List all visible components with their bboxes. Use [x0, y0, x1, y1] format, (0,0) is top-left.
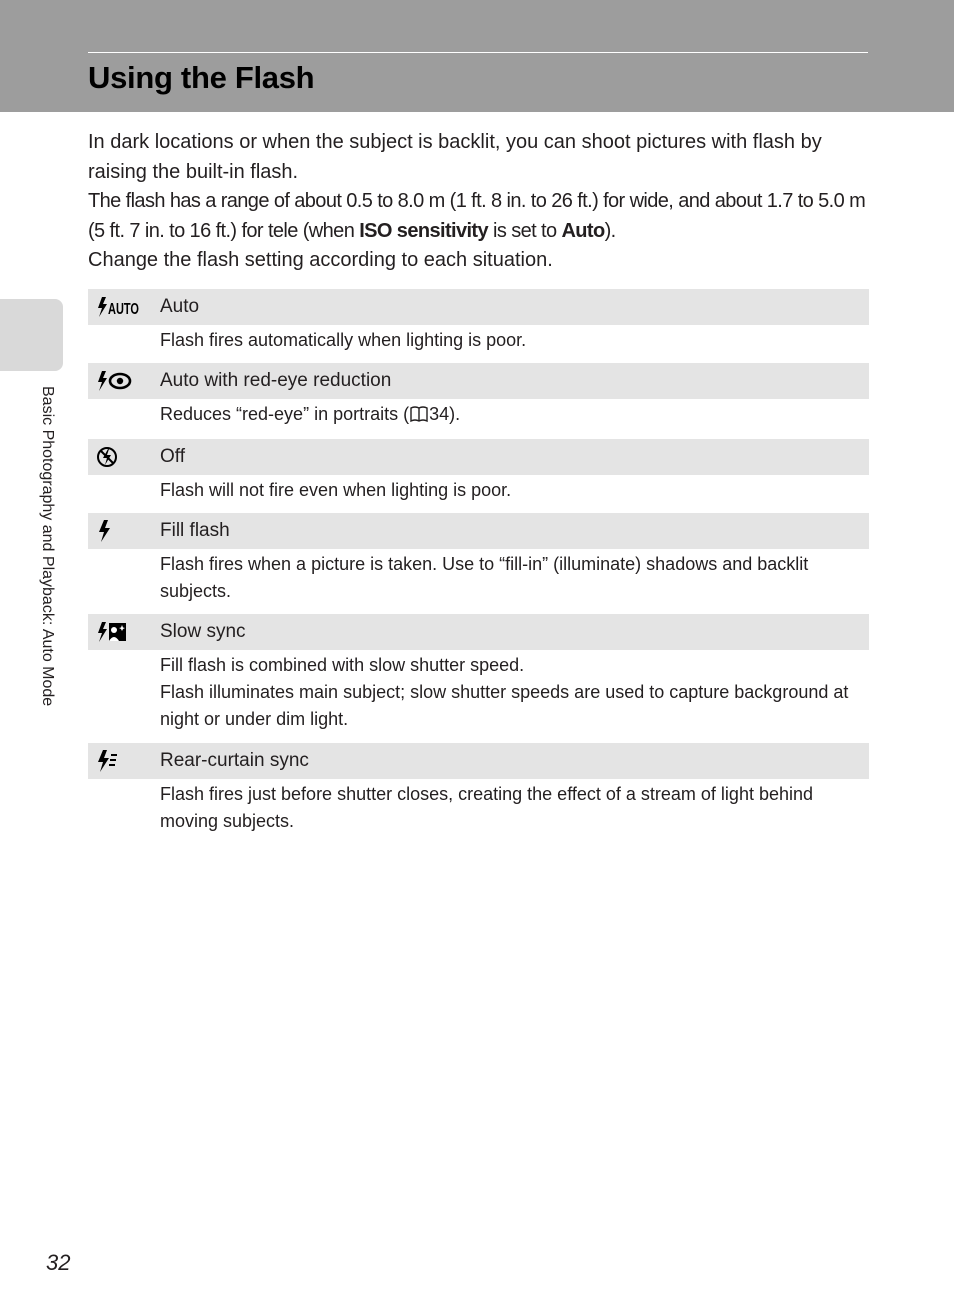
flash-mode-description [88, 475, 869, 513]
flash-mode-name: Auto with red-eye reduction [160, 370, 392, 391]
header-rule [88, 52, 868, 53]
flash-mode-description [88, 325, 869, 363]
reference-page-number[interactable]: 34 [429, 404, 450, 424]
flash-mode-header [88, 363, 869, 399]
chapter-title: Basic Photography and Playback: Auto Mode [39, 386, 56, 707]
intro-range-text: The flash has a range of about 0.5 to 8.0 m (1 ft. 8 in. to 26 ft.) for wide, and about 1.7 to 5.0 m (5 ft. 7 in. to 16 ft.) for tele (when [88, 190, 866, 242]
auto-term: Auto [561, 219, 605, 242]
slow-sync-icon [96, 619, 146, 645]
flash-auto-icon [96, 294, 146, 320]
flash-mode-name: Auto [160, 296, 200, 317]
intro-end-text: ). [604, 219, 616, 242]
description-line: Flash fires just before shutter closes, creating the effect of a stream of light behind moving subjects. [160, 784, 814, 831]
intro-text [88, 128, 878, 276]
intro-connector-text: is set to [488, 219, 562, 242]
flash-auto-icon-label: AUTO [108, 301, 139, 318]
rear-curtain-sync-icon [96, 748, 146, 774]
description-text: Reduces “red-eye” in portraits ( [160, 404, 410, 424]
description-line: Flash fires automatically when lighting is poor. [160, 330, 527, 350]
reference-book-icon [410, 403, 428, 430]
flash-mode-header [88, 743, 869, 779]
flash-mode-description [88, 549, 869, 614]
flash-mode-header [88, 614, 869, 650]
flash-mode-header [88, 513, 869, 549]
description-line: Fill flash is combined with slow shutter speed. [160, 655, 525, 675]
intro-paragraph-2 [88, 187, 878, 246]
flash-mode-header [88, 289, 869, 325]
description-line [160, 401, 861, 430]
description-line: Flash will not fire even when lighting is poor. [160, 480, 512, 500]
flash-mode-table [88, 289, 869, 844]
page-header [0, 0, 954, 112]
flash-red-eye-icon [96, 368, 146, 394]
iso-sensitivity-term: ISO sensitivity [359, 219, 489, 242]
intro-paragraph-1: In dark locations or when the subject is backlit, you can shoot pictures with flash by raising the built-in flash. [88, 131, 822, 183]
intro-paragraph-3: Change the flash setting according to each situation. [88, 249, 553, 271]
flash-mode-name: Off [160, 446, 185, 467]
description-line: Flash illuminates main subject; slow shutter speeds are used to capture background at night or under dim light. [160, 682, 849, 729]
fill-flash-icon [96, 518, 146, 544]
flash-mode-name: Fill flash [160, 520, 230, 541]
description-text-end: ). [449, 404, 461, 424]
flash-mode-description [88, 650, 869, 743]
flash-mode-name: Rear-curtain sync [160, 750, 309, 771]
description-line: Flash fires when a picture is taken. Use to “fill-in” (illuminate) shadows and backlit subjects. [160, 554, 809, 601]
flash-off-icon [96, 444, 146, 470]
page-number: 32 [46, 1250, 71, 1275]
flash-mode-name: Slow sync [160, 621, 246, 642]
flash-mode-header [88, 439, 869, 475]
chapter-tab [0, 299, 63, 371]
flash-mode-description [88, 399, 869, 439]
page-title: Using the Flash [88, 60, 315, 95]
flash-mode-description [88, 779, 869, 844]
